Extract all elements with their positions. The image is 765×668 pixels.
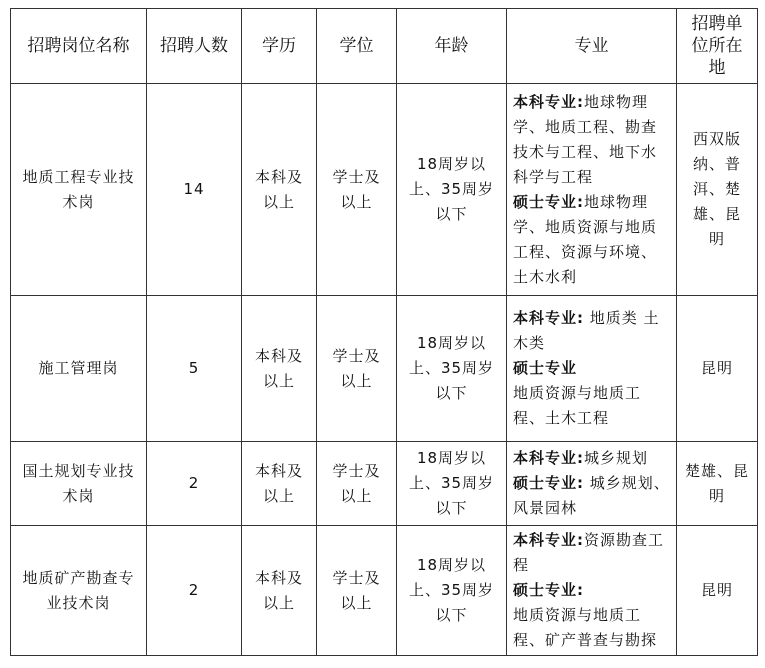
table-row [11,442,758,526]
bachelor-major: 本科专业:资源勘查工程 [513,531,665,574]
header-row [11,9,758,84]
cell-age: 18周岁以上、35周岁以下 [397,442,507,526]
header-degree: 学位 [317,9,397,84]
cell-count: 2 [147,442,242,526]
cell-education: 本科及以上 [242,526,317,656]
cell-degree: 学士及以上 [317,296,397,442]
cell-major [507,442,677,526]
cell-age: 18周岁以上、35周岁以下 [397,296,507,442]
cell-location: 楚雄、昆明 [677,442,758,526]
cell-count: 5 [147,296,242,442]
cell-education: 本科及以上 [242,442,317,526]
bachelor-major: 本科专业:城乡规划 [513,449,649,467]
cell-age: 18周岁以上、35周岁以下 [397,84,507,296]
cell-degree: 学士及以上 [317,442,397,526]
master-major: 硕士专业 [513,359,578,377]
header-education: 学历 [242,9,317,84]
cell-major [507,526,677,656]
table-row [11,84,758,296]
master-major: 硕士专业:地球物理学、地质资源与地质工程、资源与环境、土木水利 [513,192,658,286]
header-location: 招聘单位所在地 [677,9,758,84]
cell-degree: 学士及以上 [317,84,397,296]
cell-position: 地质矿产勘查专业技术岗 [11,526,147,656]
header-position: 招聘岗位名称 [11,9,147,84]
bachelor-major: 本科专业: 地质类 土木类 [513,309,660,352]
cell-location: 昆明 [677,296,758,442]
cell-position: 国土规划专业技术岗 [11,442,147,526]
table-row [11,526,758,656]
cell-degree: 学士及以上 [317,526,397,656]
cell-age: 18周岁以上、35周岁以下 [397,526,507,656]
header-major: 专业 [507,9,677,84]
cell-count: 14 [147,84,242,296]
master-major: 硕士专业: 城乡规划、风景园林 [513,474,670,517]
bachelor-major: 本科专业:地球物理学、地质工程、勘查技术与工程、地下水科学与工程 [513,92,658,186]
cell-major [507,296,677,442]
cell-position: 地质工程专业技术岗 [11,84,147,296]
master-major-value: 地质资源与地质工程、土木工程 [513,384,642,427]
cell-major [507,84,677,296]
master-major-value: 地质资源与地质工程、矿产普查与勘探 [513,606,658,649]
cell-position: 施工管理岗 [11,296,147,442]
table-row [11,296,758,442]
cell-education: 本科及以上 [242,296,317,442]
cell-location: 西双版纳、普洱、楚雄、昆明 [677,84,758,296]
cell-location: 昆明 [677,526,758,656]
recruitment-table [10,8,758,656]
header-age: 年龄 [397,9,507,84]
cell-count: 2 [147,526,242,656]
header-count: 招聘人数 [147,9,242,84]
cell-education: 本科及以上 [242,84,317,296]
master-major: 硕士专业: [513,581,584,599]
